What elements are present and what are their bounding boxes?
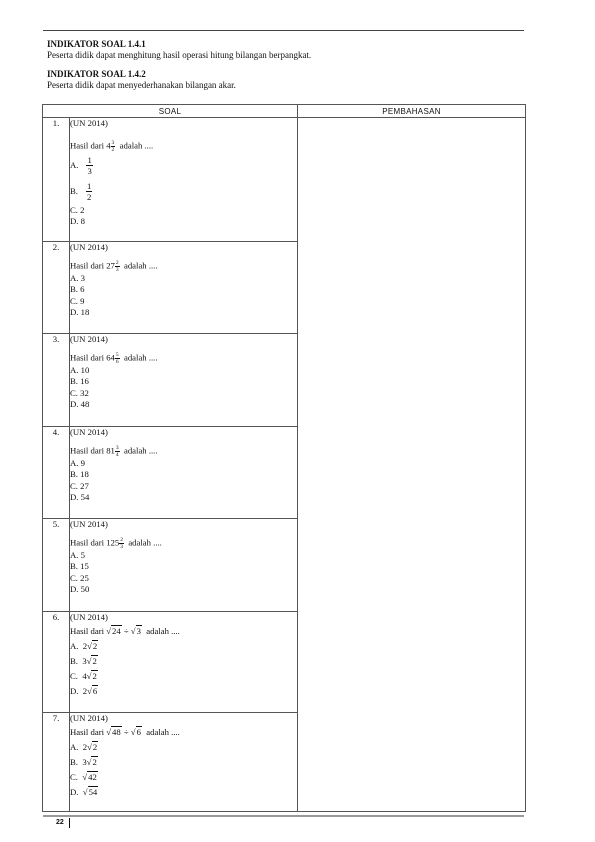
question-source: (UN 2014) xyxy=(70,427,108,437)
question-stem: Hasil dari 64 $\frac{5}{6}$ adalah .... xyxy=(70,351,158,365)
option-d[interactable]: D. 54 xyxy=(70,492,90,503)
question-source: (UN 2014) xyxy=(70,118,108,128)
indicator-2-desc: Peserta didik dapat menyederhanakan bilangan akar. xyxy=(47,80,236,90)
option-b[interactable]: B. 3√2 xyxy=(70,756,97,767)
top-rule xyxy=(43,30,524,31)
option-b[interactable]: B. 3√2 xyxy=(70,655,97,666)
option-d[interactable]: D. 8 xyxy=(70,216,85,227)
option-d[interactable]: D. 2√6 xyxy=(70,685,98,696)
question-stem: Hasil dari 4 $\frac{3}{2}$ adalah .... xyxy=(70,139,154,153)
page-number: 22 xyxy=(56,819,64,826)
question-table xyxy=(42,104,526,812)
col-header-soal: SOAL xyxy=(43,105,298,118)
option-d[interactable]: D. √54 xyxy=(70,786,98,797)
option-d[interactable]: D. 18 xyxy=(70,307,90,318)
question-stem: Hasil dari 125 $\frac{2}{3}$ adalah .... xyxy=(70,536,162,550)
question-cell xyxy=(70,118,298,242)
option-a[interactable]: A. 2√2 xyxy=(70,741,98,752)
option-b[interactable]: B. 6 xyxy=(70,284,85,295)
question-cell xyxy=(70,519,298,612)
question-number: 1. xyxy=(43,118,70,242)
indicator-1-title: INDIKATOR SOAL 1.4.1 xyxy=(47,39,146,49)
option-b[interactable]: B. $\frac{1}{2}$ xyxy=(70,181,92,203)
option-c[interactable]: C. 9 xyxy=(70,295,85,306)
indicator-2-title: INDIKATOR SOAL 1.4.2 xyxy=(47,69,146,79)
question-number: 4. xyxy=(43,427,70,519)
fraction: $\frac{1}{3}$ xyxy=(87,155,92,177)
pembahasan-cell xyxy=(298,118,526,812)
option-c[interactable]: C. √42 xyxy=(70,771,97,782)
option-c[interactable]: C. 32 xyxy=(70,387,89,398)
question-row xyxy=(43,118,526,242)
question-source: (UN 2014) xyxy=(70,334,108,344)
option-a[interactable]: A. 9 xyxy=(70,457,85,468)
option-b[interactable]: B. 16 xyxy=(70,376,89,387)
question-cell xyxy=(70,334,298,427)
option-a[interactable]: A. 5 xyxy=(70,549,85,560)
question-stem: Hasil dari 27 $\frac{2}{3}$ adalah .... xyxy=(70,259,158,273)
question-number: 5. xyxy=(43,519,70,612)
question-source: (UN 2014) xyxy=(70,612,108,622)
radical: 3 xyxy=(136,625,141,636)
option-c[interactable]: C. 27 xyxy=(70,480,89,491)
question-cell xyxy=(70,713,298,812)
exponent-fraction: $\frac{2}{3}$ xyxy=(115,259,119,273)
question-stem: Hasil dari √24 ÷ √3 adalah .... xyxy=(70,625,180,636)
exponent-fraction: $\frac{2}{3}$ xyxy=(120,536,123,550)
question-source: (UN 2014) xyxy=(70,713,108,723)
bottom-rule xyxy=(43,815,524,817)
option-c[interactable]: C. 4√2 xyxy=(70,670,97,681)
option-b[interactable]: B. 15 xyxy=(70,561,89,572)
radical: 6 xyxy=(136,726,141,737)
option-c[interactable]: C. 25 xyxy=(70,572,89,583)
radical: 48 xyxy=(111,726,121,737)
col-header-pembahasan: PEMBAHASAN xyxy=(298,105,526,118)
option-a[interactable]: A. 2√2 xyxy=(70,640,98,651)
question-cell xyxy=(70,612,298,713)
option-c[interactable]: C. 2 xyxy=(70,204,85,215)
question-number: 6. xyxy=(43,612,70,713)
question-number: 2. xyxy=(43,242,70,334)
question-number: 3. xyxy=(43,334,70,427)
fraction: $\frac{1}{2}$ xyxy=(86,181,92,203)
option-b[interactable]: B. 18 xyxy=(70,469,89,480)
option-a[interactable]: A. 10 xyxy=(70,364,90,375)
exponent-fraction: $\frac{5}{6}$ xyxy=(115,351,119,365)
page-number-bar xyxy=(69,818,70,828)
question-number: 7. xyxy=(43,713,70,812)
question-stem: Hasil dari 81 $\frac{3}{4}$ adalah .... xyxy=(70,444,158,458)
question-cell xyxy=(70,427,298,519)
exponent-fraction: $\frac{3}{2}$ xyxy=(111,139,115,153)
option-d[interactable]: D. 48 xyxy=(70,399,90,410)
option-a[interactable]: A. $\frac{1}{3}$ xyxy=(70,155,92,177)
radical: 24 xyxy=(111,625,121,636)
question-cell xyxy=(70,242,298,334)
question-source: (UN 2014) xyxy=(70,519,108,529)
indicator-1-desc: Peserta didik dapat menghitung hasil operasi hitung bilangan berpangkat. xyxy=(47,50,312,60)
option-a[interactable]: A. 3 xyxy=(70,272,85,283)
question-source: (UN 2014) xyxy=(70,242,108,252)
option-d[interactable]: D. 50 xyxy=(70,584,90,595)
question-stem: Hasil dari √48 ÷ √6 adalah .... xyxy=(70,726,180,737)
exponent-fraction: $\frac{3}{4}$ xyxy=(115,444,119,458)
